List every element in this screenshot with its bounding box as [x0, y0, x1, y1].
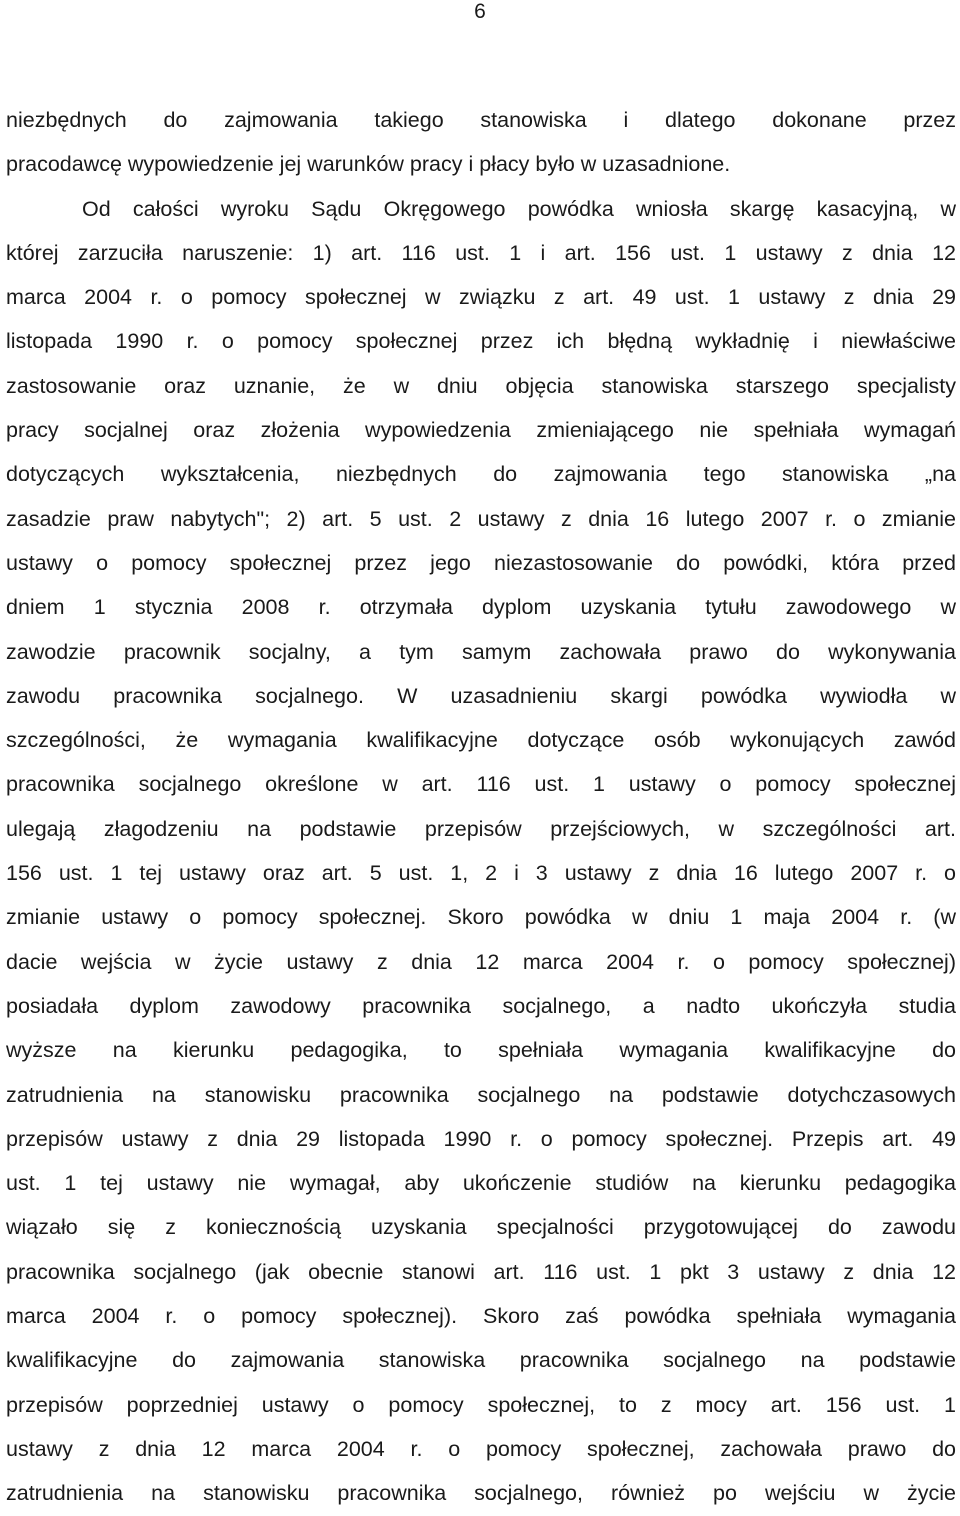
text-line: zmianie ustawy o pomocy społecznej. Skoro powódka w dniu 1 maja 2004 r. (w	[6, 905, 956, 930]
text-line: ustawy z dnia 12 marca 2004 r. o pomocy społecznej, zachowała prawo do	[6, 1436, 956, 1461]
text-line: zawodzie pracownik socjalny, a tym samym zachowała prawo do wykonywania	[6, 639, 956, 664]
text-line: której zarzuciła naruszenie: 1) art. 116 ust. 1 i art. 156 ust. 1 ustawy z dnia 12	[6, 240, 956, 265]
text-line: ustawy o pomocy społecznej przez jego niezastosowanie do powódki, która przed	[6, 550, 956, 575]
text-line: marca 2004 r. o pomocy społecznej). Skoro zaś powódka spełniała wymagania	[6, 1304, 956, 1329]
text-line: dacie wejścia w życie ustawy z dnia 12 marca 2004 r. o pomocy społecznej)	[6, 949, 956, 974]
text-line: posiadała dyplom zawodowy pracownika socjalnego, a nadto ukończyła studia	[6, 993, 956, 1018]
text-line: zasadzie praw nabytych"; 2) art. 5 ust. 2 ustawy z dnia 16 lutego 2007 r. o zmianie	[6, 506, 956, 531]
text-line: niezbędnych do zajmowania takiego stanowiska i dlatego dokonane przez	[6, 108, 956, 132]
text-line: listopada 1990 r. o pomocy społecznej przez ich błędną wykładnię i niewłaściwe	[6, 329, 956, 354]
text-line: pracy socjalnej oraz złożenia wypowiedzenia zmieniającego nie spełniała wymagań	[6, 418, 956, 443]
text-line: dotyczących wykształcenia, niezbędnych do zajmowania tego stanowiska „na	[6, 462, 956, 487]
text-line: przepisów poprzedniej ustawy o pomocy społecznej, to z mocy art. 156 ust. 1	[6, 1392, 956, 1417]
text-line: szczególności, że wymagania kwalifikacyjne dotyczące osób wykonujących zawód	[6, 728, 956, 753]
text-line: zatrudnienia na stanowisku pracownika socjalnego na podstawie dotychczasowych	[6, 1082, 956, 1107]
text-line: zatrudnienia na stanowisku pracownika socjalnego, również po wejściu w życie	[6, 1481, 956, 1506]
text-line: zawodu pracownika socjalnego. W uzasadnieniu skargi powódka wywiodła w	[6, 683, 956, 708]
text-line: marca 2004 r. o pomocy społecznej w związku z art. 49 ust. 1 ustawy z dnia 29	[6, 285, 956, 310]
text-line: wyższe na kierunku pedagogika, to spełniała wymagania kwalifikacyjne do	[6, 1038, 956, 1063]
text-line: 156 ust. 1 tej ustawy oraz art. 5 ust. 1, 2 i 3 ustawy z dnia 16 lutego 2007 r. o	[6, 861, 956, 886]
text-line: ulegają złagodzeniu na podstawie przepisów przejściowych, w szczególności art.	[6, 816, 956, 841]
text-line: dniem 1 stycznia 2008 r. otrzymała dyplom uzyskania tytułu zawodowego w	[6, 595, 956, 620]
text-line: pracownika socjalnego (jak obecnie stanowi art. 116 ust. 1 pkt 3 ustawy z dnia 12	[6, 1259, 956, 1284]
text-line: pracownika socjalnego określone w art. 116 ust. 1 ustawy o pomocy społecznej	[6, 772, 956, 797]
text-line: zastosowanie oraz uznanie, że w dniu objęcia stanowiska starszego specjalisty	[6, 373, 956, 398]
text-line: przepisów ustawy z dnia 29 listopada 1990 r. o pomocy społecznej. Przepis art. 49	[6, 1126, 956, 1151]
text-line: wiązało się z koniecznością uzyskania specjalności przygotowującej do zawodu	[6, 1215, 956, 1240]
text-line: kwalifikacyjne do zajmowania stanowiska pracownika socjalnego na podstawie	[6, 1348, 956, 1373]
text-line: Od całości wyroku Sądu Okręgowego powódka wniosła skargę kasacyjną, w	[82, 196, 956, 221]
page-number: 6	[474, 0, 486, 23]
text-line: ust. 1 tej ustawy nie wymagał, aby ukończenie studiów na kierunku pedagogika	[6, 1171, 956, 1196]
body-text	[6, 98, 956, 1516]
text-line: pracodawcę wypowiedzenie jej warunków pracy i płacy było w uzasadnione.	[6, 152, 731, 177]
